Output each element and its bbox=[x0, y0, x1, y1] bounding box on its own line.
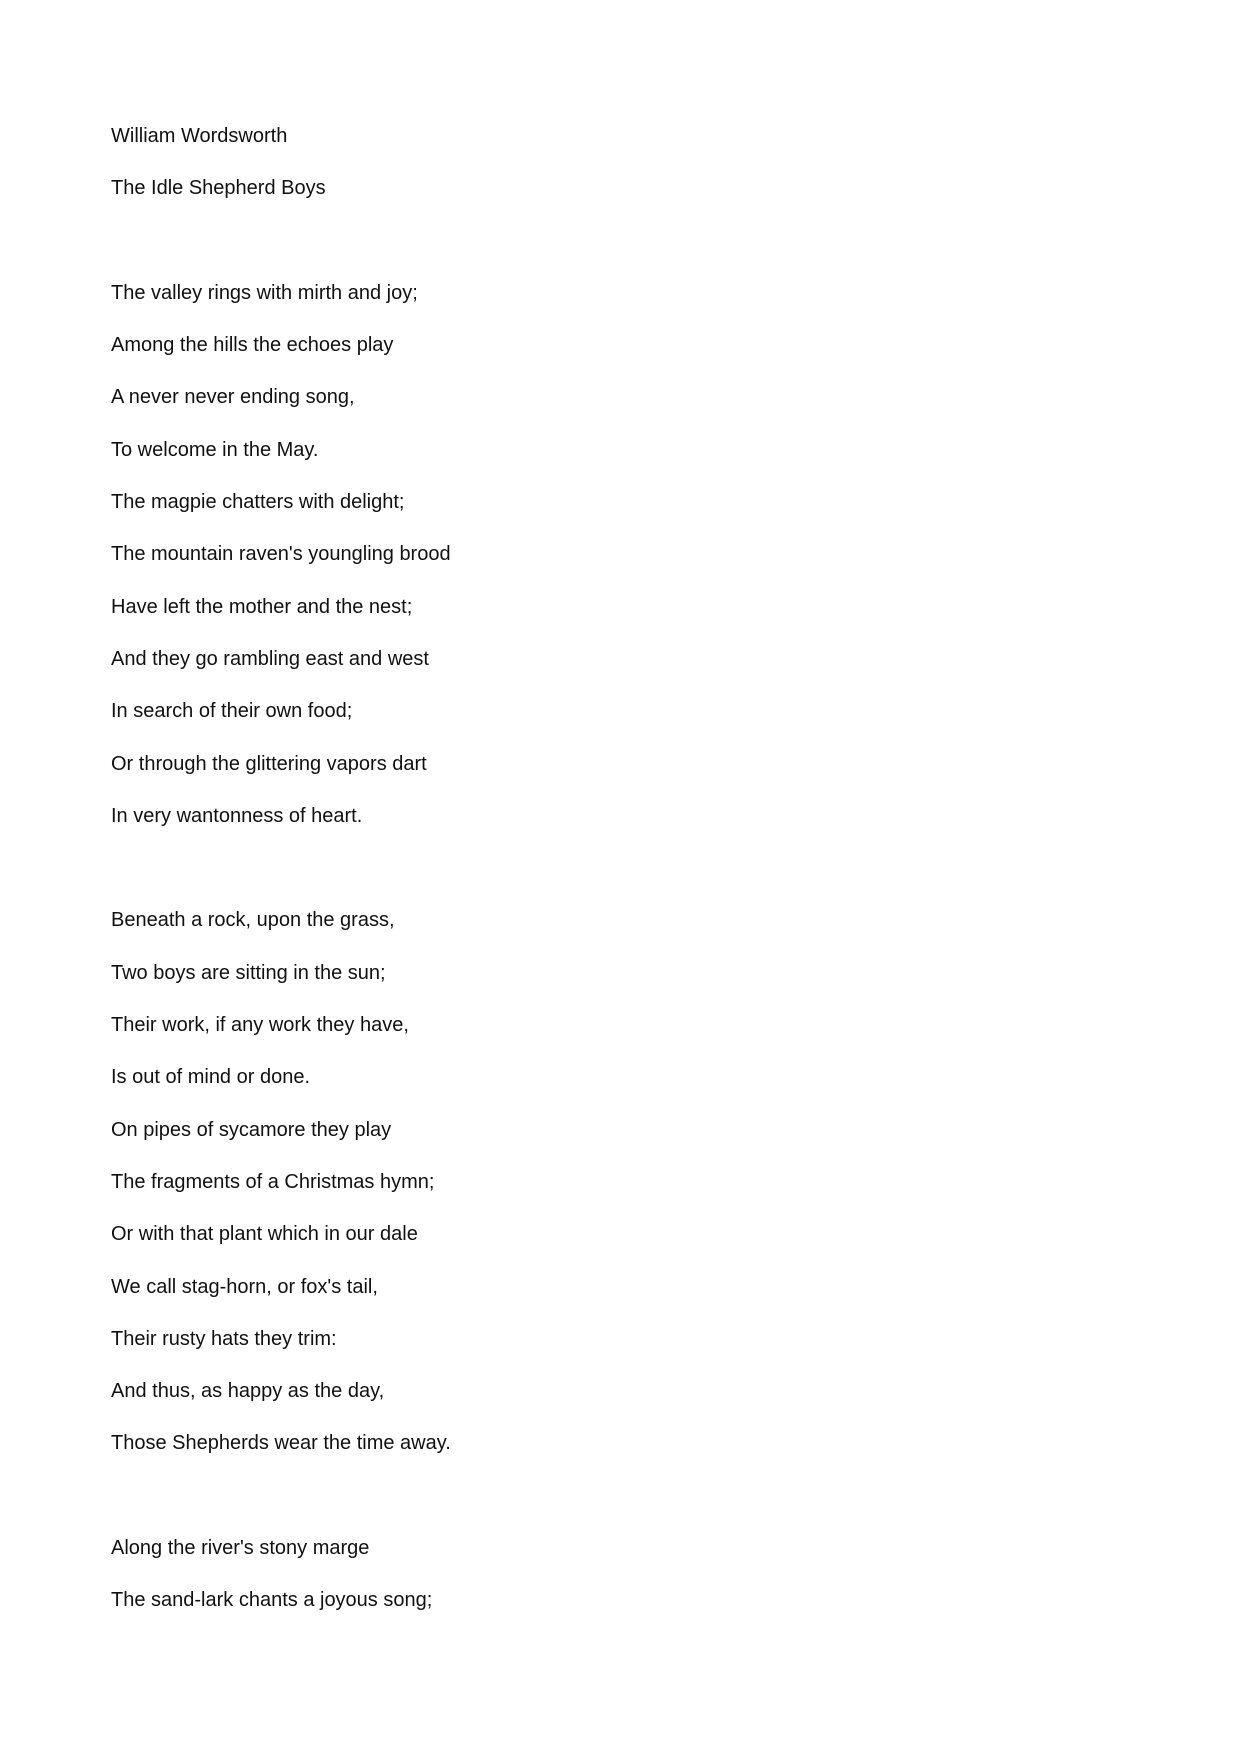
poem-line: A never never ending song, bbox=[111, 386, 355, 409]
stanza-spacer bbox=[111, 215, 1111, 267]
poem-line: We call stag-horn, or fox's tail, bbox=[111, 1275, 378, 1298]
poem-line: Or through the glittering vapors dart bbox=[111, 752, 427, 775]
poem-line: And they go rambling east and west bbox=[111, 647, 429, 670]
poem-line: The magpie chatters with delight; bbox=[111, 491, 405, 514]
poem-line: The fragments of a Christmas hymn; bbox=[111, 1170, 435, 1193]
poem-line: To welcome in the May. bbox=[111, 438, 319, 461]
stanza-spacer bbox=[111, 842, 1111, 894]
poem-line: Two boys are sitting in the sun; bbox=[111, 961, 386, 984]
poem-line: Have left the mother and the nest; bbox=[111, 595, 413, 618]
poem-line: Along the river's stony marge bbox=[111, 1537, 370, 1560]
poem-line: And thus, as happy as the day, bbox=[111, 1380, 385, 1403]
poem-line: The mountain raven's youngling brood bbox=[111, 543, 451, 566]
stanza-spacer bbox=[111, 1470, 1111, 1522]
poem-line: In very wantonness of heart. bbox=[111, 804, 363, 827]
stanza-3 bbox=[111, 1522, 1111, 1627]
poem-line: Their work, if any work they have, bbox=[111, 1014, 409, 1037]
poem-title: The Idle Shepherd Boys bbox=[111, 177, 326, 200]
poem-line: On pipes of sycamore they play bbox=[111, 1118, 392, 1141]
poem-line: Or with that plant which in our dale bbox=[111, 1223, 418, 1246]
poem-line: Those Shepherds wear the time away. bbox=[111, 1432, 451, 1455]
stanza-2 bbox=[111, 894, 1111, 1469]
poem-line: The sand-lark chants a joyous song; bbox=[111, 1589, 433, 1612]
poem-line: Among the hills the echoes play bbox=[111, 334, 394, 357]
poem-line: Beneath a rock, upon the grass, bbox=[111, 909, 395, 932]
poem-line: Is out of mind or done. bbox=[111, 1066, 311, 1089]
poem-line: Their rusty hats they trim: bbox=[111, 1327, 337, 1350]
poem-line: In search of their own food; bbox=[111, 700, 353, 723]
poem-line: The valley rings with mirth and joy; bbox=[111, 281, 418, 304]
poem-content bbox=[111, 110, 1111, 1627]
stanza-1 bbox=[111, 267, 1111, 842]
author-name: William Wordsworth bbox=[111, 125, 288, 147]
